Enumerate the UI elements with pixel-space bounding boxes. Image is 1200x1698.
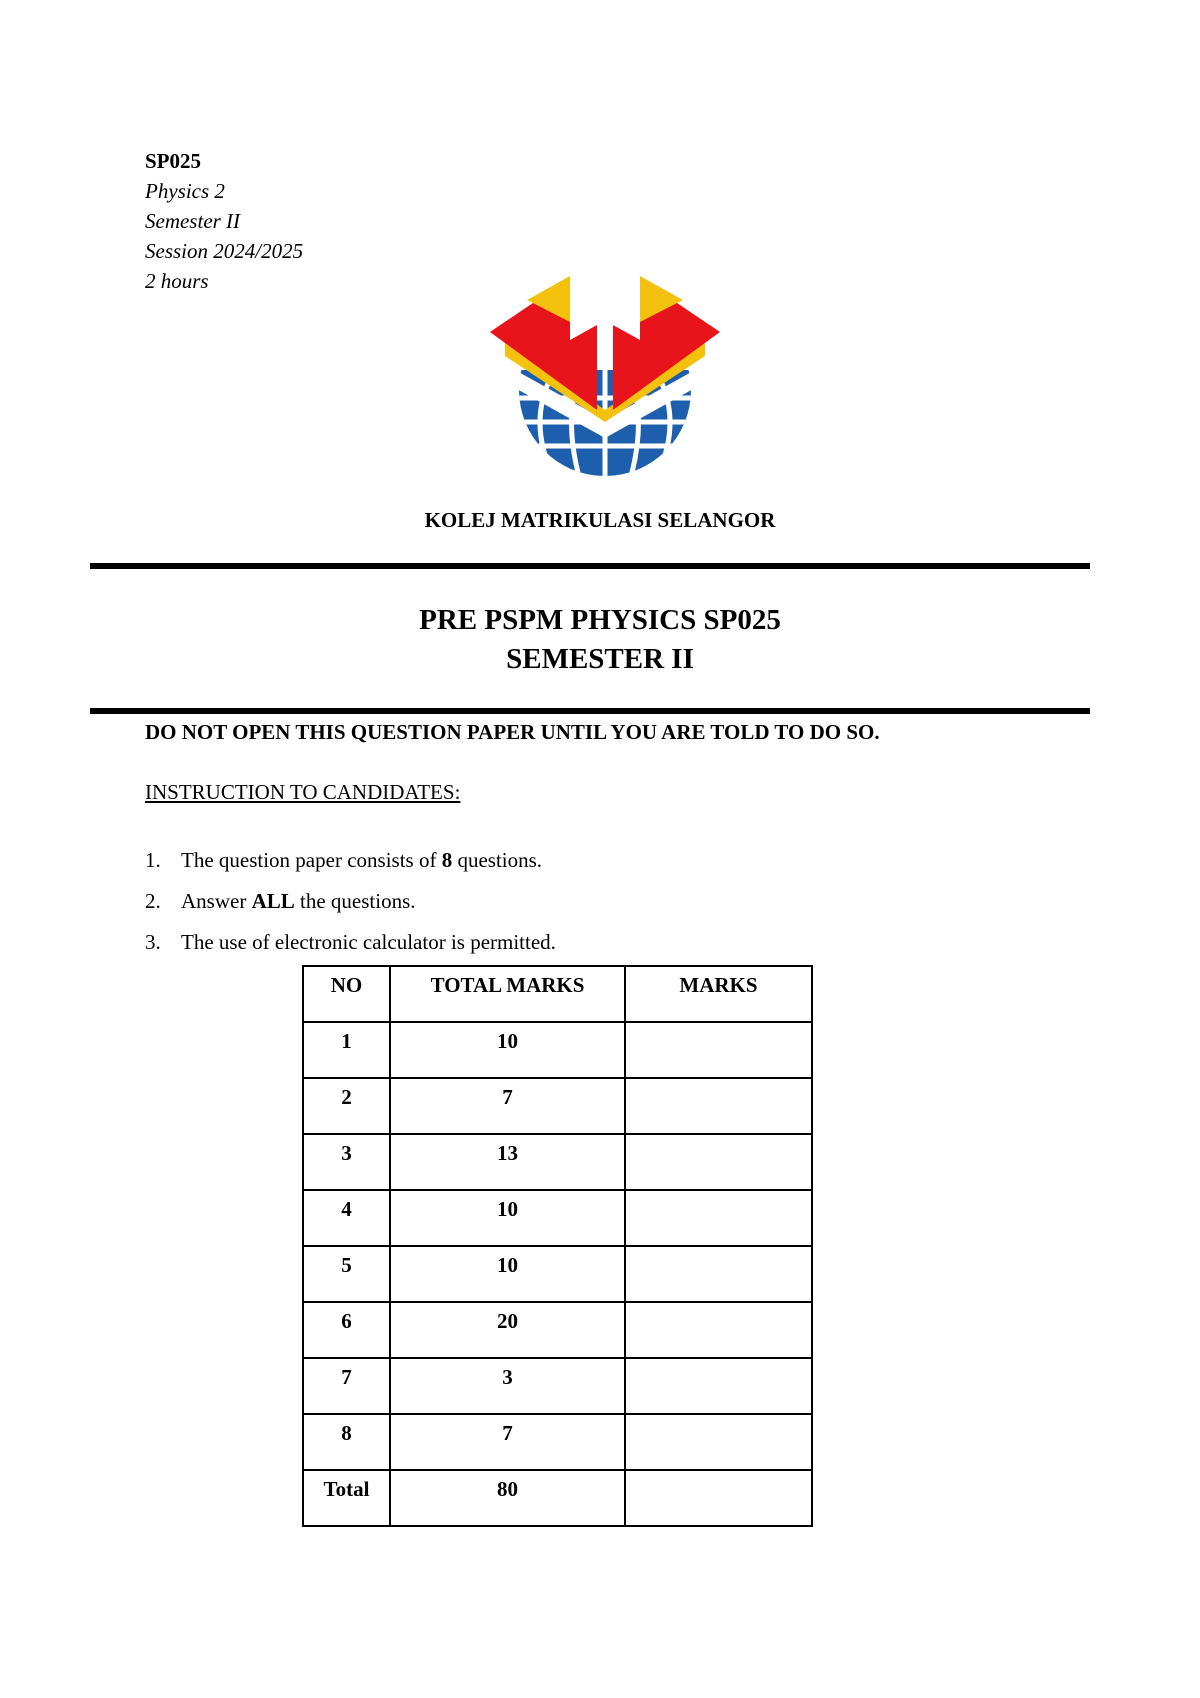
instructions-list — [145, 840, 556, 963]
cell-marks[interactable] — [625, 1470, 812, 1526]
cell-total: 13 — [390, 1134, 625, 1190]
header-no: NO — [303, 966, 390, 1022]
cell-no: 8 — [303, 1414, 390, 1470]
cell-marks[interactable] — [625, 1302, 812, 1358]
instruction-number: 1. — [145, 848, 161, 872]
instruction-text: The question paper consists of — [181, 848, 442, 872]
divider-top — [90, 563, 1090, 569]
table-row — [303, 1302, 812, 1358]
cell-no: 7 — [303, 1358, 390, 1414]
paper-subtitle: SEMESTER II — [506, 643, 694, 675]
cell-marks[interactable] — [625, 1358, 812, 1414]
cell-no: 2 — [303, 1078, 390, 1134]
cell-total: 80 — [390, 1470, 625, 1526]
semester-label: Semester II — [145, 209, 241, 233]
cell-no: 4 — [303, 1190, 390, 1246]
cell-marks[interactable] — [625, 1078, 812, 1134]
cell-marks[interactable] — [625, 1190, 812, 1246]
instructions-heading: INSTRUCTION TO CANDIDATES: — [145, 780, 461, 804]
course-header — [145, 146, 303, 296]
instruction-text-end: questions. — [452, 848, 543, 872]
paper-title: PRE PSPM PHYSICS SP025 — [419, 604, 781, 636]
table-row — [303, 1414, 812, 1470]
cell-total: 10 — [390, 1190, 625, 1246]
table-header-row — [303, 966, 812, 1022]
cell-total: 10 — [390, 1246, 625, 1302]
table-row — [303, 1190, 812, 1246]
cell-marks[interactable] — [625, 1134, 812, 1190]
instruction-text: Answer — [181, 889, 252, 913]
instruction-emphasis: 8 — [441, 848, 453, 872]
divider-bottom — [90, 708, 1090, 714]
college-logo — [485, 270, 725, 480]
cell-total: 3 — [390, 1358, 625, 1414]
cell-total: 20 — [390, 1302, 625, 1358]
marks-table — [302, 965, 813, 1527]
subject-name: Physics 2 — [145, 179, 225, 203]
table-row — [303, 1078, 812, 1134]
table-total-row — [303, 1470, 812, 1526]
table-row — [303, 1358, 812, 1414]
cell-total: 10 — [390, 1022, 625, 1078]
college-name: KOLEJ MATRIKULASI SELANGOR — [424, 508, 776, 532]
header-total-marks: TOTAL MARKS — [390, 966, 625, 1022]
cell-total: 7 — [390, 1414, 625, 1470]
cell-no: Total — [303, 1470, 390, 1526]
cell-marks[interactable] — [625, 1022, 812, 1078]
instruction-number: 2. — [145, 889, 161, 913]
instruction-item — [145, 922, 556, 963]
cell-total: 7 — [390, 1078, 625, 1134]
warning-notice: DO NOT OPEN THIS QUESTION PAPER UNTIL YOU ARE TOLD TO DO SO. — [145, 720, 880, 744]
header-marks: MARKS — [625, 966, 812, 1022]
cell-no: 5 — [303, 1246, 390, 1302]
cell-marks[interactable] — [625, 1414, 812, 1470]
cell-no: 6 — [303, 1302, 390, 1358]
duration-label: 2 hours — [145, 269, 209, 293]
instruction-text: The use of electronic calculator is permitted. — [181, 930, 556, 954]
instruction-emphasis: ALL — [251, 889, 295, 913]
table-row — [303, 1246, 812, 1302]
table-row — [303, 1022, 812, 1078]
instruction-item — [145, 881, 556, 922]
instruction-text-end: the questions. — [294, 889, 416, 913]
cell-no: 1 — [303, 1022, 390, 1078]
cell-marks[interactable] — [625, 1246, 812, 1302]
cell-no: 3 — [303, 1134, 390, 1190]
instruction-item — [145, 840, 556, 881]
course-code: SP025 — [145, 149, 202, 173]
instruction-number: 3. — [145, 930, 161, 954]
table-row — [303, 1134, 812, 1190]
session-label: Session 2024/2025 — [145, 239, 304, 263]
